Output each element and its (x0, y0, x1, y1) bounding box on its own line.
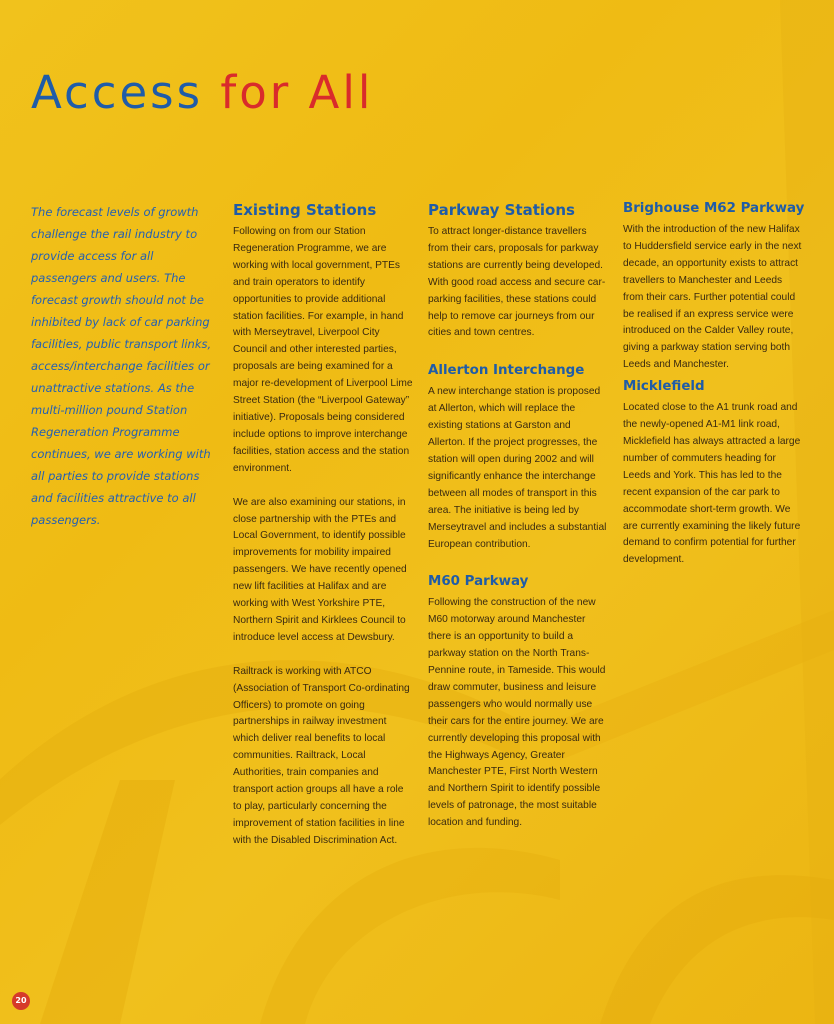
title-word-for-all: for All (220, 66, 374, 119)
column-existing-stations (233, 200, 413, 870)
section-m60-parkway (428, 573, 608, 832)
allerton-interchange-text: A new interchange station is proposed at Allerton, which will replace the existing stations at Garston and Allerton. If the project progresses, the station will open during 2002 and will significantly enhance the interchange between all modes of transport in this area. The initiative is being led by Merseytravel and includes a substantial European contribution. (428, 386, 607, 550)
heading-existing-stations: Existing Stations (233, 201, 377, 219)
column-brighouse-micklefield (623, 200, 803, 589)
heading-allerton-interchange: Allerton Interchange (428, 363, 585, 379)
brighouse-m62-parkway-text: With the introduction of the new Halifax to Huddersfield service early in the next decade, an opportunity exists to attract travellers to Manchester and Leeds from their cars. Further potential could be realised if an express service were introduced on the Calder Valley route, giving a parkway station serving both Leeds and Manchester. (623, 224, 802, 371)
existing-stations-paragraph-3: Railtrack is working with ATCO (Association of Transport Co-ordinating Officers) to promote on going partnerships in railway investment which deliver real benefits to local communities. Railtrack, Local Authorities, train companies and transport action groups all have a role to play, particularly concerning the improvement of station facilities in line with the Disabled Discrimination Act. (233, 665, 410, 846)
section-parkway-stations (428, 200, 608, 342)
section-allerton-interchange (428, 362, 608, 553)
section-micklefield (623, 378, 803, 569)
m60-parkway-text: Following the construction of the new M60 motorway around Manchester there is an opportunity to build a parkway station on the North Trans-Pennine route, in Tameside. This would draw commuter, business and leisure passengers who would normally use their cars for the entire journey. We are currently developing this proposal with the Highways Agency, Greater Manchester PTE, First North Western and Northern Spirit to identify possible levels of patronage, the most suitable location and funding. (428, 597, 606, 829)
section-brighouse-m62-parkway (623, 200, 803, 374)
parkway-stations-text: To attract longer-distance travellers from their cars, proposals for parkway stations are currently being developed. With good road access and secure car-parking facilities, these stations could help to remove car journeys from our cities and town centres. (428, 226, 606, 339)
page-number-badge: 20 (12, 992, 30, 1010)
heading-brighouse-m62-parkway: Brighouse M62 Parkway (623, 201, 805, 216)
existing-stations-paragraph-1: Following on from our Station Regeneration Programme, we are working with local government, PTEs and train operators to identify opportunities to provide additional station facilities. For example, in hand with Merseytravel, Liverpool City Council and other interested parties, proposals are being examined for a major re-development of Liverpool Lime Street Station (the “Liverpool Gateway” initiative). Proposals being considered include options to improve interchange facilities, station access and the station environment. (233, 226, 413, 474)
column-parkway (428, 200, 608, 852)
existing-stations-paragraph-2: We are also examining our stations, in close partnership with the PTEs and Local Government, to identify possible improvements for mobility impaired passengers. We have recently opened new lift facilities at Halifax and are working with West Yorkshire PTE, Northern Spirit and Kirklees Council to introduce level access at Dewsbury. (233, 496, 407, 643)
title-word-access: Access (31, 66, 204, 119)
section-existing-stations (233, 200, 413, 850)
heading-micklefield: Micklefield (623, 379, 705, 395)
page-title (31, 66, 374, 119)
intro-paragraph: The forecast levels of growth challenge the rail industry to provide access for all passengers and users. The forecast growth should not be inhibited by lack of car parking facilities, public transport links, access/interchange facilities or unattractive stations. As the multi-million pound Station Regeneration Programme continues, we are working with all parties to provide stations and facilities attractive to all passengers. (31, 205, 212, 527)
micklefield-text: Located close to the A1 trunk road and the newly-opened A1-M1 link road, Micklefield has always attracted a large number of commuters heading for Leeds and York. This has led to the recent expansion of the car park to accommodate short-term growth. We are currently examining the likely future demand to confirm potential for further development. (623, 402, 801, 566)
heading-parkway-stations: Parkway Stations (428, 201, 575, 219)
heading-m60-parkway: M60 Parkway (428, 574, 529, 590)
